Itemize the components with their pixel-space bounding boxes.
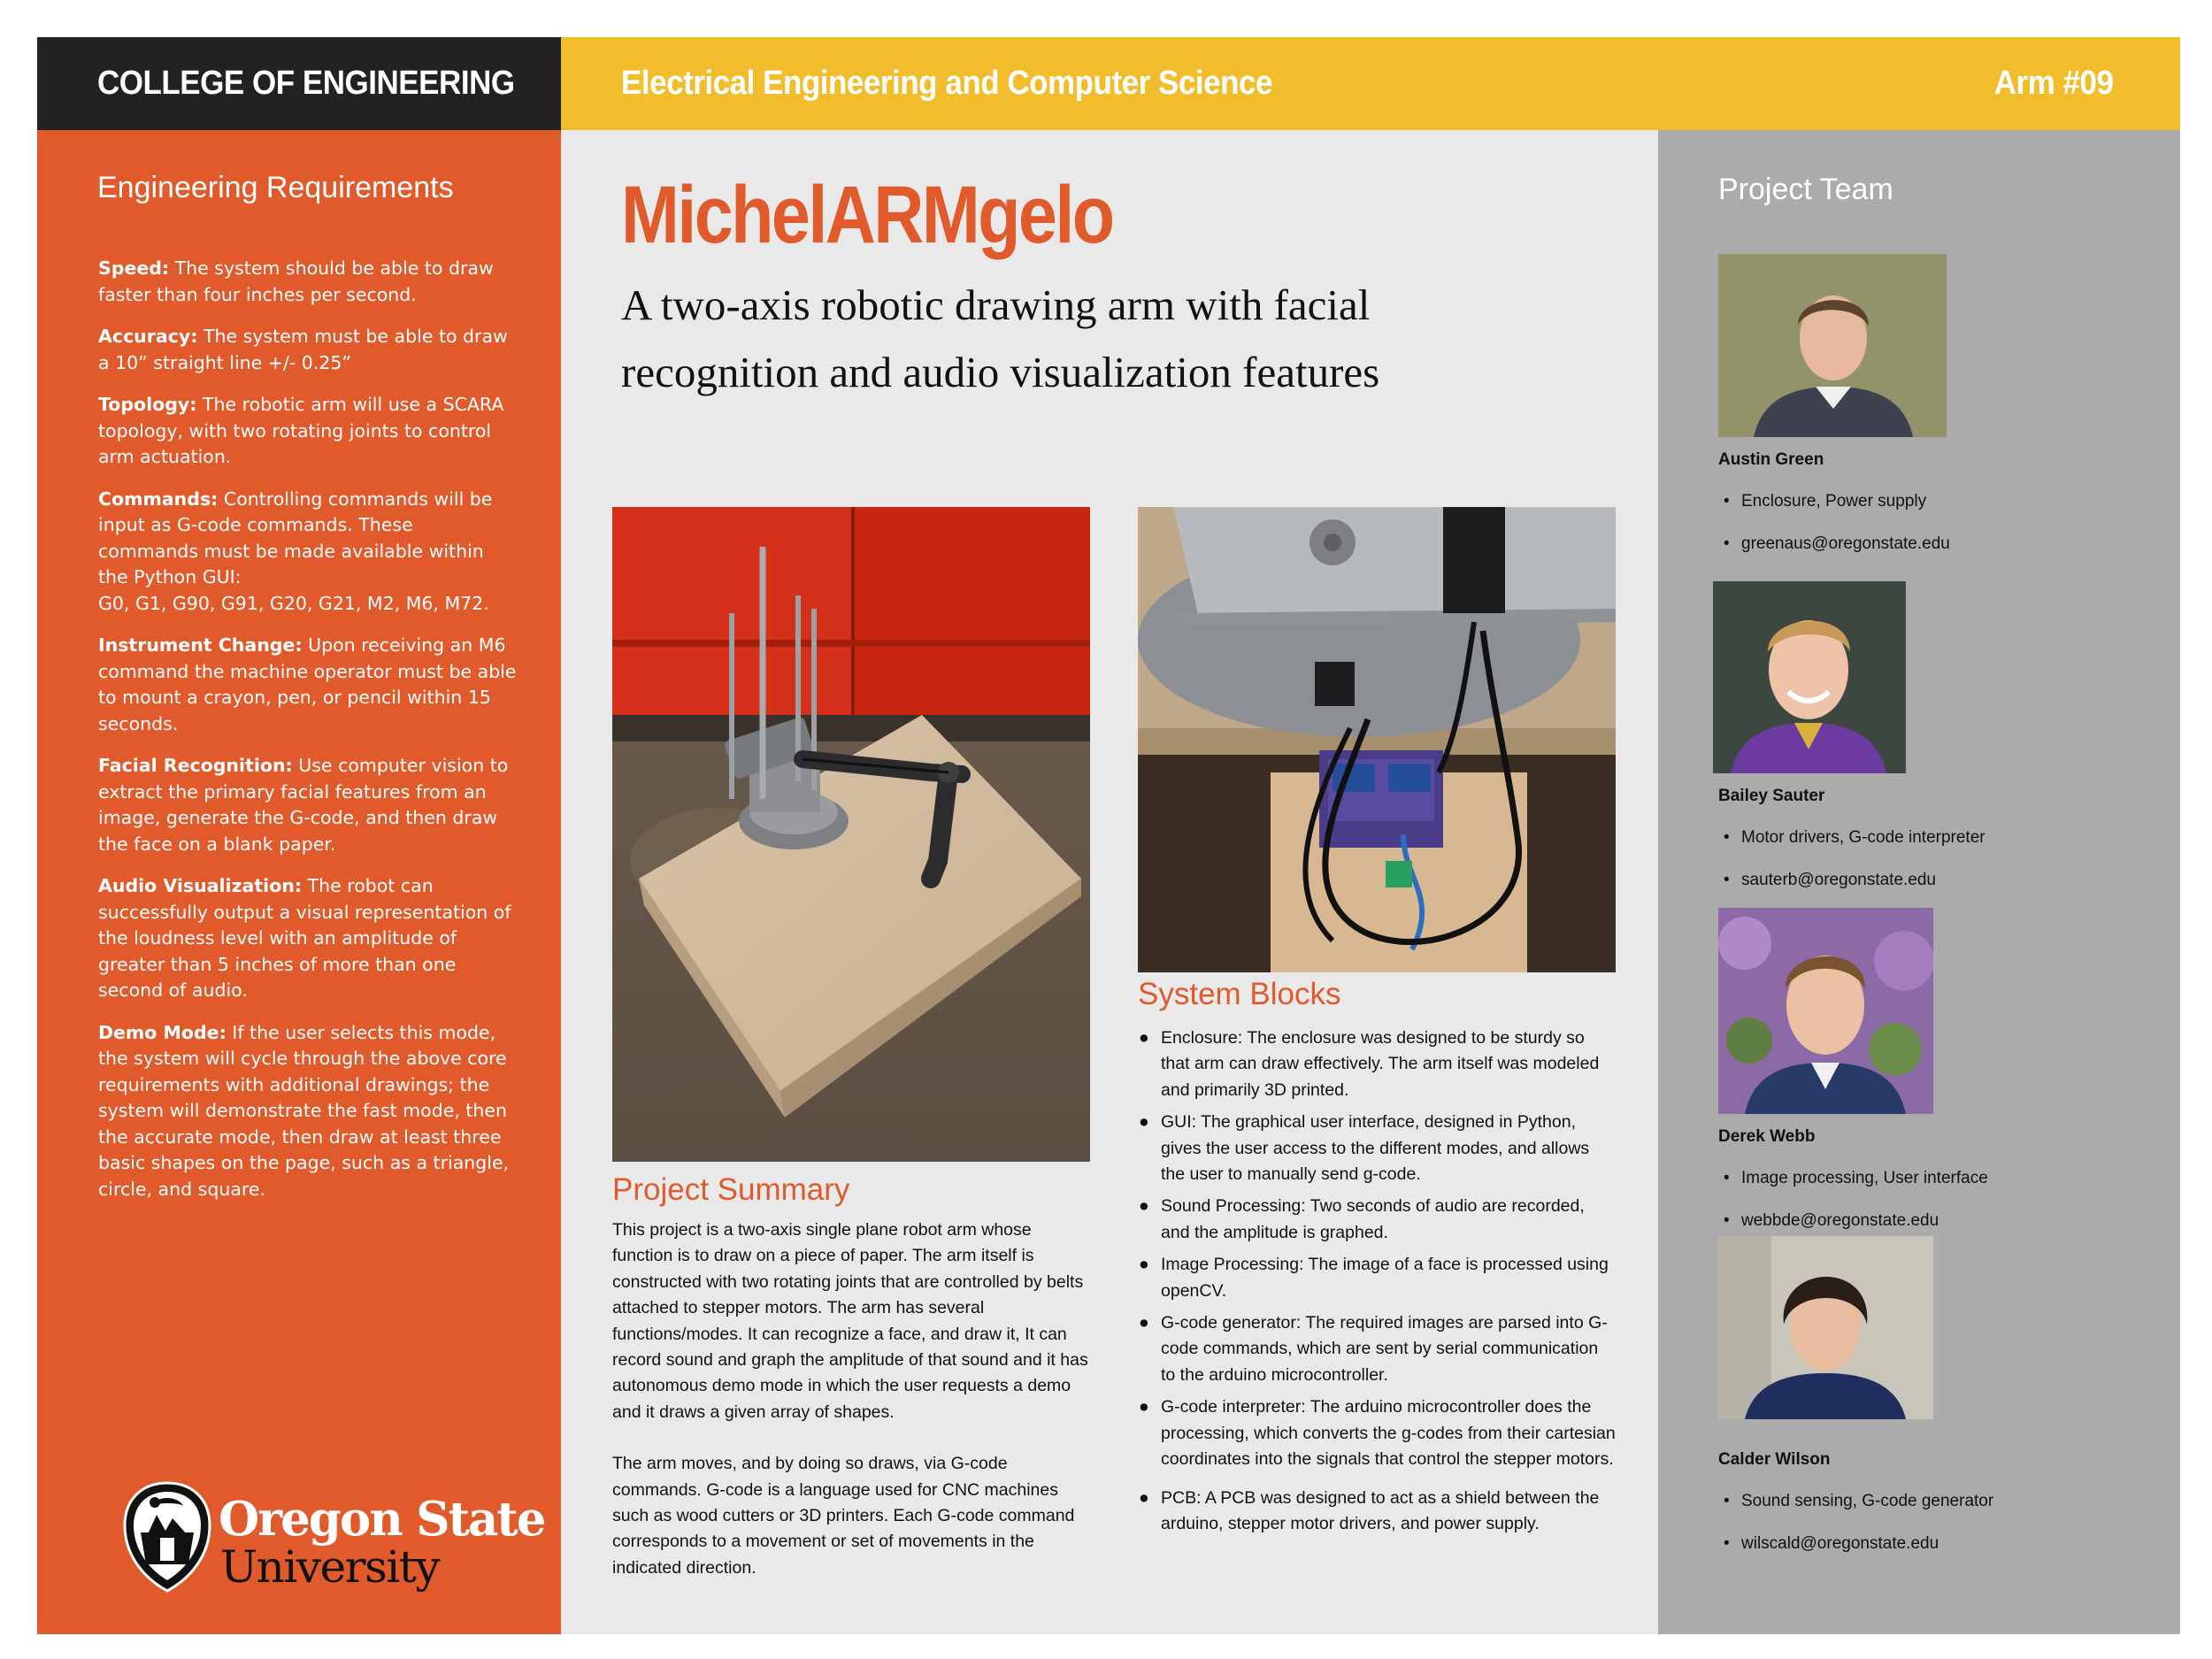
requirement-label: Commands: [98,488,219,510]
requirement-text: Use computer vision to extract the primary facial features from an image, generate the G-code, and then draw the face on a blank paper. [98,755,509,855]
requirement-item [98,392,518,471]
member-email [1724,1211,1939,1231]
bullet-icon: • [1724,1211,1730,1230]
requirement-text: Controlling commands will be input as G-code commands. These commands must be made available within the Python GUI: G0, G1, G90, G91, G20, G21, M2, M6, M72. [98,488,493,614]
electronics-photo [1138,507,1616,972]
system-block-text: Image Processing: The image of a face is processed using openCV. [1161,1255,1609,1301]
member-photo [1713,581,1906,773]
college-name: COLLEGE OF ENGINEERING [97,65,515,102]
member-role-text: Sound sensing, G-code generator [1741,1492,1994,1510]
requirement-item [98,753,518,857]
requirement-label: Facial Recognition: [98,755,293,776]
system-block-text: G-code interpreter: The arduino microcontroller does the processing, which converts the g-codes from their cartesian coordinates into the signals that control the stepper motors. [1161,1397,1616,1470]
team-column [1658,130,2180,1634]
member-email-text: webbde@oregonstate.edu [1741,1211,1939,1230]
member-role [1724,828,1985,848]
requirement-item [98,633,518,737]
osu-wordmark-university: University [220,1541,440,1593]
member-name: Derek Webb [1718,1127,1816,1146]
system-block-item [1138,1310,1616,1388]
requirement-item [98,256,518,308]
bullet-icon: • [1724,871,1730,889]
bullet-icon: ● [1139,1397,1149,1417]
member-photo [1718,254,1947,437]
member-name: Bailey Sauter [1718,787,1825,805]
requirement-label: Audio Visualization: [98,875,303,896]
system-block-text: Sound Processing: Two seconds of audio are recorded, and the amplitude is graphed. [1161,1196,1585,1242]
bullet-icon: • [1724,1492,1730,1510]
requirements-column [37,130,561,1634]
department-name: Electrical Engineering and Computer Science [621,65,1272,102]
requirement-label: Topology: [98,394,197,415]
bullet-icon: ● [1139,1487,1149,1508]
bullet-icon: • [1724,1534,1730,1553]
requirement-label: Accuracy: [98,326,198,347]
bullet-icon: ● [1139,1313,1149,1333]
member-name: Austin Green [1718,450,1824,469]
project-summary-text [612,1217,1090,1607]
system-block-item [1138,1110,1616,1187]
header [37,37,2180,130]
member-role-text: Motor drivers, G-code interpreter [1741,828,1985,847]
member-photo [1718,1236,1933,1419]
bullet-icon: ● [1139,1028,1149,1048]
osu-logo [121,1479,545,1599]
requirements-heading: Engineering Requirements [97,171,454,204]
beaver-seal-icon [121,1479,214,1594]
college-bar [37,37,561,130]
member-role-text: Image processing, User interface [1741,1169,1988,1187]
osu-wordmark-oregon-state: Oregon State [219,1492,545,1547]
requirement-item [98,873,518,1004]
system-block-text: GUI: The graphical user interface, designed in Python, gives the user access to the different modes, and allows the user to manually send g-code. [1161,1112,1590,1185]
member-role-text: Enclosure, Power supply [1741,492,1927,511]
requirement-text: If the user selects this mode, the system will cycle through the above core requirements with additional drawings; the system will demonstrate the fast mode, then the accurate mode, then draw at least three basic shapes on the page, such as a triangle, circle, and square. [98,1021,510,1200]
system-block-item [1138,1252,1616,1304]
system-block-item [1138,1025,1616,1103]
project-summary-heading: Project Summary [612,1172,850,1207]
summary-paragraph: The arm moves, and by doing so draws, via G-code commands. G-code is a language used for CNC machines such as wood cutters or 3D printers. Each G-code command corresponds to a movement or set of movements in the indicated direction. [612,1454,1075,1578]
requirements-list [98,256,518,1218]
robot-arm-photo [612,507,1090,1162]
requirement-text: The system should be able to draw faster than four inches per second. [98,257,494,305]
member-email-text: greenaus@oregonstate.edu [1741,534,1950,553]
bullet-icon: • [1724,828,1730,847]
requirement-item [98,324,518,376]
system-blocks-list [1138,1025,1616,1543]
bullet-icon: ● [1139,1196,1149,1217]
project-id: Arm #09 [1993,65,2113,102]
requirement-text: The robot can successfully output a visual representation of the loudness level with an amplitude of greater than 5 inches of more than one second of audio. [98,875,511,1001]
bullet-icon: ● [1139,1255,1149,1275]
project-title: MichelARMgelo [621,170,1113,260]
requirement-item [98,487,518,618]
member-role [1724,1492,1993,1511]
department-bar [561,37,2180,130]
member-email [1724,534,1950,554]
system-block-item [1138,1394,1616,1472]
member-photo [1718,908,1933,1114]
bullet-icon: • [1724,492,1730,511]
system-blocks-heading: System Blocks [1138,977,1341,1011]
requirement-label: Instrument Change: [98,634,303,656]
requirement-label: Demo Mode: [98,1021,227,1043]
summary-paragraph: This project is a two-axis single plane robot arm whose function is to draw on a piece of paper. The arm itself is constructed with two rotating joints that are controlled by belts attached to stepper motors. The arm has several functions/modes. It can recognize a face, and draw it, It can record sound and graph the amplitude of that sound and it has autonomous demo mode in which the user requests a demo and it draws a given array of shapes. [612,1220,1088,1422]
system-block-text: Enclosure: The enclosure was designed to be sturdy so that arm can draw effectively. The arm itself was modeled and primarily 3D printed. [1161,1028,1600,1100]
team-heading: Project Team [1718,173,1893,206]
requirement-item [98,1020,518,1203]
bullet-icon: • [1724,534,1730,553]
member-email [1724,871,1936,890]
system-block-item [1138,1486,1616,1538]
requirement-text: The robotic arm will use a SCARA topology, with two rotating joints to control arm actuation. [98,394,504,467]
requirement-label: Speed: [98,257,170,279]
requirement-text: The system must be able to draw a 10” straight line +/- 0.25” [98,326,508,373]
bullet-icon: • [1724,1169,1730,1187]
member-email-text: wilscald@oregonstate.edu [1741,1534,1939,1553]
main-column [561,130,1658,1634]
member-name: Calder Wilson [1718,1450,1831,1469]
member-email [1724,1534,1939,1554]
system-block-text: PCB: A PCB was designed to act as a shield between the arduino, stepper motor drivers, and power supply. [1161,1487,1600,1533]
poster [37,37,2180,1634]
system-block-text: G-code generator: The required images are parsed into G-code commands, which are sent by serial communication to the arduino microcontroller. [1161,1313,1608,1385]
requirement-text: Upon receiving an M6 command the machine operator must be able to mount a crayon, pen, or pencil within 15 seconds. [98,634,517,734]
member-role [1724,1169,1988,1188]
system-block-item [1138,1194,1616,1246]
project-subtitle: A two-axis robotic drawing arm with facial recognition and audio visualization features [621,280,1380,396]
member-email-text: sauterb@oregonstate.edu [1741,871,1936,889]
member-role [1724,492,1926,511]
bullet-icon: ● [1139,1112,1149,1133]
